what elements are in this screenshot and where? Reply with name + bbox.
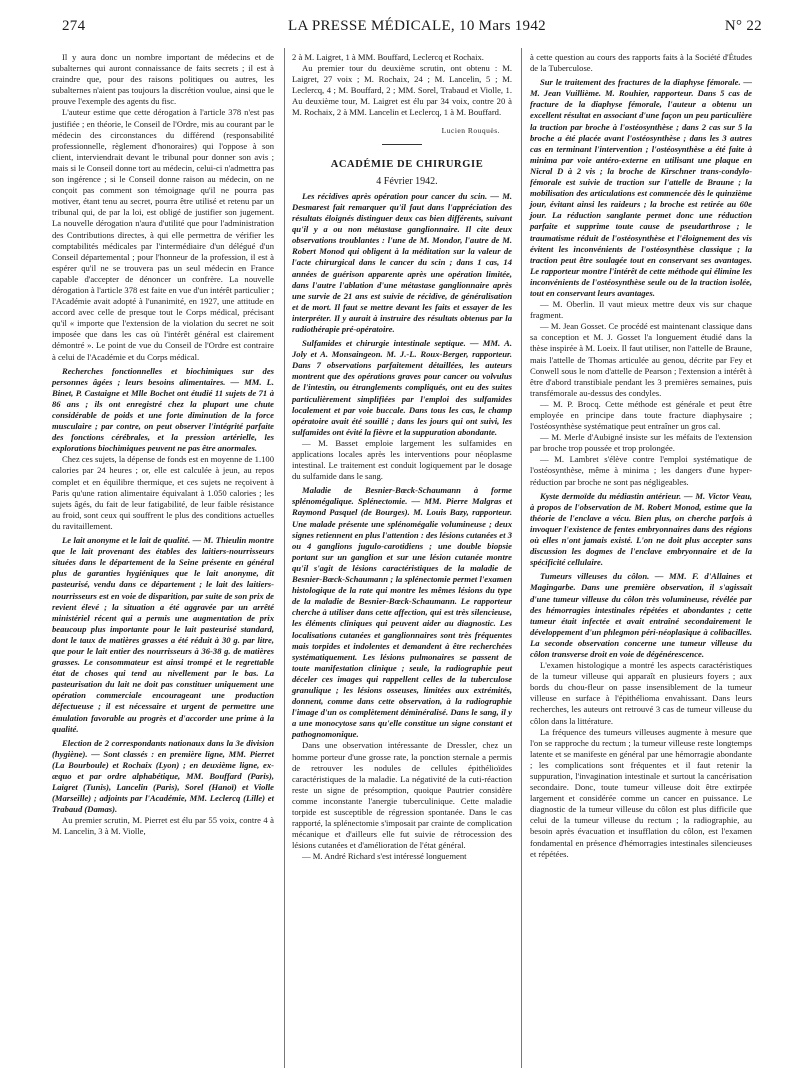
paragraph: — M. Lambret s'élève contre l'emploi systématique de l'ostéosynthèse, même à minima ; les dangers d'une hyper-réduction par broche ne sont pas négligeables. [530,454,752,487]
paragraph: 4 Février 1942. [376,175,438,187]
page-header [62,18,772,36]
paragraph: — M. Merle d'Aubigné insiste sur les méfaits de l'extension par broche trop poussée et trop prolongée. [530,432,752,454]
column-divider-1 [284,48,285,1068]
paragraph: 2 à M. Laigret, 1 à MM. Bouffard, Leclercq et Rochaix. [292,52,484,62]
section-heading-paragraph: Les récidives après opération pour cancer du scin. — M. Desmarest fait remarquer qu'il faut dans l'appréciation des résultats éloignés distinguer deux cas bien différents, suivant qu'il y a ou non métastase ganglionnaire. Il cite deux observations troublantes : l'une de M. Mondor, l'autre de M. Robert Monod qui obligent à la méditation sur la valeur de l'acte chirurgical dans le cancer du scin ; dans 1 cas, 14 années de guérison apparente après une opération limitée, dans l'autre l'ablation d'une métastase ganglionnaire après une survie de 21 ans est suivie de récidive, de généralisation et de mort. Il faut se mettre devant les faits et essayer de les interpréter. Il y aurait à instruire des résultats obtenus par la radiothérapie pré-opératoire. [292,190,512,334]
paragraph: — M. André Richard s'est intéressé longuement [302,851,467,862]
section-heading-paragraph: Kyste dermoïde du médiastin antérieur. — M. Victor Veau, à propos de l'observation de M. Robert Monod, estime que la théorie de l'enclave a vécu. Bien plus, on cherche parfois à invoquer l'existence de fentes embryonnaires dans des régions où elles n'ont jamais existé. L'on ne doit plus accepter sans discussion les dogmes de l'enclave embryonnaire et de la spécificité cellulaire. [530,490,752,568]
separator-rule [382,144,422,145]
paragraph: Il y aura donc un nombre important de médecins et de subalternes qui auront connaissance de faits secrets ; il est à craindre que, pour des raisons politiques ou autres, les subalternes n'aient pas toujours la discrétion voulue, ainsi que le prouve l'exemple des agents du fisc. [52,52,274,107]
text-column-2 [292,52,512,862]
page-number: 274 [62,18,86,34]
paragraph: — M. Jean Gosset. Ce procédé est maintenant classique dans sa conception et M. J. Gosset l'a longuement étudié dans la thèse inspirée à M. Loeix. Il faut utiliser, non l'attelle de Braune, mais l'attelle de Thomas articulée au genou, décrite par Fey et Conwell sous le nom d'attelle de Pearson ; l'extension a intérêt à être d'abord transtibiale pendant les 3 premières semaines, puis transfémorale au-dessus des condyles. [530,321,752,398]
paragraph: L'examen histologique a montré les aspects caractéristiques de la tumeur villeuse qui apparaît en plusieurs foyers ; aux bords du chou-fleur on passe insensiblement de la tumeur villeuse en surface à l'épithélioma envahissant. Dans leurs recherches, les auteurs ont retrouvé 3 cas de tumeur villeuse du côlon dans la littérature. [530,660,752,726]
paragraph: à cette question au cours des rapports faits à la Société d'Études de la Tuberculose. [530,52,752,74]
paragraph: — M. Oberlin. Il vaut mieux mettre deux vis sur chaque fragment. [530,299,752,321]
paragraph: Chez ces sujets, la dépense de fonds est en moyenne de 1.100 calories par 24 heures ; or, elle est calculée à jeun, au repos complet et en équilibre thermique, et ces sujets ne reçoivent à Paris qu'une ration alimentaire équivalant à 1.050 calories ; les sujets âgés, du fait de leur fatigabilité, de leur faible résistance au froid, sont ceux qui souffrent le plus des conditions actuelles du ravitaillement. [52,454,274,531]
section-heading-paragraph: Maladie de Besnier-Bœck-Schaumann à forme splénomégalique. Splénectomie. — MM. Pierre Malgras et Raymond Pasquel (de Bourges). M. Louis Bazy, rapporteur. Une malade présente une splénomégalie volumineuse ; deux signes retiennent en plus l'attention : des lésions cutanées et 3 ou 4 ganglions jugulo-carotidiens ; une double biopsie portant sur un ganglion et sur une lésion cutanée montre qu'il s'agit de lésions caractéristiques de la maladie de Besnier-Bœck-Schaumann ; la splénectomie permet l'examen histologique de la rate qui montre les mêmes lésions du type de la maladie de Besnier-Bœck-Schaumann. Le rapporteur cherche à utiliser dans cette affection, qui est très silencieuse, les éléments cliniques qui peuvent aider au diagnostic. Les localisations cutanées et ganglionnaires sont très fréquentes mais torpides et indolentes et demandent à être recherchées systématiquement. Les lésions pulmonaires se passent de toute manifestation clinique ; seule, la radiographie peut déceler ces images qui rappellent celles de la tuberculose granulique ; les lésions osseuses, limitées aux extrémités, donnent, comme dans cette observation, à la radiographie l'image d'un os complètement déminéralisé. Dans le sang, il y a une monocytose sans qu'elle constitue un signe constant et pathognomonique. [292,485,512,740]
section-heading-paragraph: Recherches fonctionnelles et biochimiques sur des personnes âgées ; leurs besoins alimentaires. — MM. L. Binet, P. Castaigne et Mlle Bochet ont étudié 11 sujets de 71 à 86 ans ; ils ont enregistré chez la plupart une chute considérable de poids et une forte diminution de la force musculaire ; par contre, on peut observer l'intégrité parfaite des fonctions cérébrales, et la pression artérielle, les explorations biochimiques peuvent ne pas être anormales. [52,365,274,454]
issue-number: N° 22 [724,18,762,34]
column-divider-2 [521,48,522,1068]
paragraph: Au premier tour du deuxième scrutin, ont obtenu : M. Laigret, 27 voix ; M. Rochaix, 24 ; M. Lancelin, 5 ; M. Leclercq, 4 ; M. Bouffard, 2 ; MM. Sorel, Trabaud et Violle, 1. Au deuxième tour, M. Laigret est élu par 34 voix, contre 20 à M. Rochaix, 2 à MM. Lancelin et Leclercq, 1 à M. Bouffard. [292,63,512,118]
paragraph: La fréquence des tumeurs villeuses augmente à mesure que l'on se rapproche du rectum ; la tumeur villeuse reste longtemps latente et se manifeste en général par une hémorragie abondante ; les complications sont fréquentes et il faut retenir la suppuration, l'invagination intestinale et surtout la cancérisation secondaire. Donc, toute tumeur villeuse doit être extirpée largement et considérée comme un cancer en puissance. Le diagnostic de la tumeur villeuse du côlon est plus difficile que celui de la tumeur villeuse du rectum ; la radiographie, au besoin après évacuation et insufflation du côlon, est l'examen fondamental en présence d'hémorragies intestinales silencieuses et répétées. [530,726,752,859]
paragraph: — M. P. Brocq. Cette méthode est générale et peut être employée en principe dans toute fracture diaphysaire ; l'ostéosynthèse systématique peut entraîner un gros cal. [530,398,752,432]
journal-title: LA PRESSE MÉDICALE, 10 Mars 1942 [288,18,546,34]
section-heading-paragraph: Le lait anonyme et le lait de qualité. — M. Thieulin montre que le lait provenant des étables des laitiers-nourrisseurs situées dans le département de la Seine présente en général plus de garanties hygiéniques que le lait anonyme, dit pasteurisé, vendu dans ce département ; le lait des laitiers-nourrisseurs est en voie de disparition, par suite de son prix de revient élevé ; la situation a été aggravée par un arrêté ministériel récent qui a permis une augmentation de prix beaucoup plus importante pour le lait pasteurisé standard, dont le taux de matières grasses a été réduit à 30 g. par litre, que pour le lait entier des nourrisseurs à 36-38 g. de matières grasses. Le consommateur est ainsi trompé et le regrettable état de choses qui tend au nivellement par le bas. La pasteurisation du lait ne doit pas constituer uniquement une opération commerciale encourageant une production défectueuse ; il est nécessaire et urgent de permettre une émulation favorable au progrès et d'accorder une prime à la qualité. [52,535,274,734]
section-heading-paragraph: Sur le traitement des fractures de la diaphyse fémorale. — M. Jean Vuillième. M. Rouhier, rapporteur. Dans 5 cas de fracture de la diaphyse fémorale, l'auteur a obtenu un excellent résultat en associant d'une façon un peu particulière la traction par broche à l'ostéosynthèse ; dans 2 cas sur 5 la broche a été placée avant l'ostéosynthèse ; dans les 3 autres cas en terminant l'intervention ; l'ostéosynthèse a été faite à minima par voie antéro-externe en utilisant une plaque en Nicral D à 2 vis ; la broche de Kirschner trans-condylo-fémorale est suivie de traction sur l'attelle de Braune ; la mobilisation des articulations est commencée dès le quinzième jour, évitant ainsi les raideurs ; la broche est retirée au 60e jour. La réduction sanglante permet donc une réduction parfaite et supprime toute cause de pseudarthrose ; le traumatisme réduit de l'ostéosynthèse et l'éloignement des vis évitent les inconvénients de l'ostéosynthèse classique ; la traction peut être soulagée tout en conservant ses avantages. Le rapporteur montre l'intérêt de cette méthode qui élimine les inconvénients de l'ostéosynthèse seule ou de la traction isolée, tout en conservant leurs avantages. [530,77,752,298]
section-heading-paragraph: Election de 2 correspondants nationaux dans la 3e division (hygiène). — Sont classés : en première ligne, MM. Pierret (La Bourboule) et Rochaix (Lyon) ; en deuxième ligne, ex-æquo et par ordre alphabétique, MM. Bouffard (Paris), Laigret (Tunis), Lancelin (Paris), Sorel (Hanoï) et Violle (Marseille) ; adjoints par l'Académie, MM. Leclercq (Lille) et Trabaud (Damas). [52,737,274,815]
paragraph: L'auteur estime que cette dérogation à l'article 378 n'est pas justifiée ; en théorie, le Conseil de l'Ordre, mis au courant par le médecin des circonstances du différend (responsabilité professionnelle, règlement d'honoraires) qui l'oppose à son client, interviendrait devant le tribunal pour donner son avis ; mais si le Conseil donne tort au médecin, celui-ci n'admettra pas son ingérence ; si le Conseil donne raison au médecin, on ne conçoit pas comment son témoignage qu'il ne pourra pas motiver, étant tenu au secret, pourra être utilisé et retenu par un tribunal qui, de par la loi, est obligé de justifier son jugement. La nouvelle dérogation n'aura d'utilité que pour l'administration des Contributions directes, à qui elle permettra de vérifier les comptabilités médicales par l'intermédiaire d'un délégué d'un Conseil départemental ; pour l'honneur de la profession, il est à espérer qu'il ne se trouvera pas un seul médecin en France capable d'accepter de dénoncer un confrère. La nouvelle dérogation à l'article 378 est faite en vue d'un intérêt particulier ; l'Académie avait adopté à l'unanimité, en 1927, une attitude en accord avec celle de presque tout le Corps médical, précisant qu'il « importe que l'extension de la violation du secret ne soit imposée que dans les cas où l'intérêt général est clairement démontré ». Le point de vue du Conseil de l'Ordre est contraire à celui de l'Académie et du Corps médical. [52,107,274,362]
paragraph: Au premier scrutin, M. Pierret est élu par 55 voix, contre 4 à M. Lancelin, 3 à M. Violle, [52,815,274,837]
section-title: ACADÉMIE DE CHIRURGIE [330,158,484,170]
section-heading-paragraph: Sulfamides et chirurgie intestinale septique. — MM. A. Joly et A. Monsaingeon. M. J.-L. Roux-Berger, rapporteur. Dans 7 observations parfaitement détaillées, les auteurs montrent que des opérations graves pour cancer ou volvulus de l'intestin, ou étranglements compliqués, ont eu des suites particulièrement simplifiées par l'emploi des sulfamides localement et par voie buccale. Dans tous les cas, le champ opératoire avait été souillé ; dans les jours qui ont suivi, les sulfamides ont évité la fièvre et la suppuration abondante. [292,338,512,437]
text-column-1 [52,52,274,838]
paragraph: Lucien Rouquès. [441,125,500,135]
section-heading-paragraph: Tumeurs villeuses du côlon. — MM. F. d'Allaines et Magingarbe. Dans une première observation, il s'agissait d'une tumeur villeuse du côlon très volumineuse, révélée par des hémorragies intestinales répétées et abondantes ; cette tumeur était infectée et avait entraîné secondairement le développement d'un phlegmon péri-néoplasique à colibacilles. La seconde observation concerne une tumeur villeuse du côlon transverse droit en voie de dégénérescence. [530,571,752,659]
paragraph: Dans une observation intéressante de Dressler, chez un homme porteur d'une grosse rate, la ponction sternale a permis de retrouver les nodules de cellules épithélioïdes caractéristiques de la maladie. La négativité de la cuti-réaction reste un signe de présomption, quoique Pautrier considère comme inconstante l'anergie tuberculinique. Cette maladie torpide est susceptible de régression spontanée. Dans le cas rapporté, la splénectomie s'imposait par crainte de complication mécanique et d'ailleurs elle fut suivie de rétrocession des lésions cutanées et d'amélioration de l'état général. [292,740,512,851]
text-column-3 [530,52,752,860]
paragraph: — M. Basset emploie largement les sulfamides en applications locales après les interventions pour néoplasme intestinal. Le traitement est conduit logiquement par le dosage du sulfamide dans le sang. [292,437,512,482]
